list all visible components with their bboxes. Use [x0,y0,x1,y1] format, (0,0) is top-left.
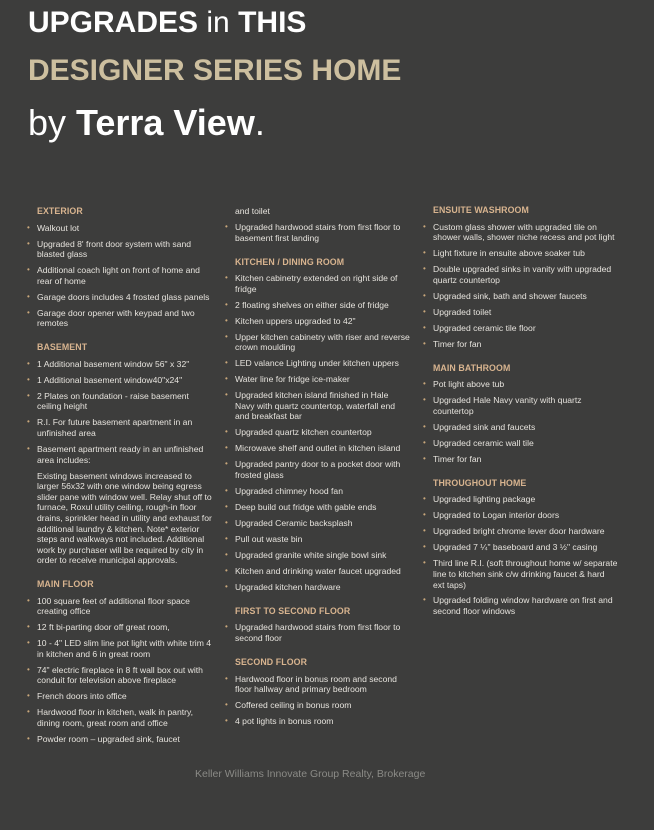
list-item: • Upgraded ceramic wall tile [422,438,618,449]
list-item: • Upgraded 8' front door system with sand blasted glass [26,239,212,260]
list-item: • 100 square feet of additional floor space creating office [26,596,212,617]
list-second-floor [224,674,410,727]
list-item: • French doors into office [26,691,212,702]
list-item: • Kitchen and drinking water faucet upgraded [224,566,410,577]
list-item: • Upgraded hardwood stairs from first floor to basement first landing [224,222,410,243]
section-heading-ensuite: ENSUITE WASHROOM [433,205,529,215]
list-item: • Upgraded 7 ¼" baseboard and 3 ½" casing [422,542,618,553]
section-heading-first-to-second: FIRST TO SECOND FLOOR [235,605,351,616]
list-top-items [224,222,410,243]
list-item: • Walkout lot [26,223,212,234]
brokerage-watermark: Keller Williams Innovate Group Realty, Brokerage [195,768,426,780]
title-period: . [254,102,265,143]
list-item: • Third line R.I. (soft throughout home w/ separate line to kitchen sink c/w drinking faucet & hard ext taps) [422,558,618,590]
list-item: • 10 - 4" LED slim line pot light with white trim 4 in kitchen and 6 in great room [26,638,212,659]
list-item: • Garage doors includes 4 frosted glass panels [26,292,212,303]
list-item: • 4 pot lights in bonus room [224,716,410,727]
list-item: • Basement apartment ready in an unfinished area includes: [26,444,212,465]
list-item: • Upgraded hardwood stairs from first floor to second floor [224,622,410,643]
list-main-floor [26,596,212,745]
title-upgrades: UPGRADES [28,6,199,39]
section-heading-main-bathroom: MAIN BATHROOM [433,362,511,373]
list-basement [26,359,212,465]
title-in: in [206,6,230,39]
list-exterior [26,223,212,329]
list-item: • Upgraded granite white single bowl sink [224,550,410,561]
list-item: • 2 Plates on foundation - raise basement ceiling height [26,391,212,412]
title-line-3 [28,102,265,144]
list-item: • Hardwood floor in bonus room and second floor hallway and primary bedroom [224,674,410,695]
list-item: • Additional coach light on front of home and rear of home [26,265,212,286]
continuation-text: and toilet [235,206,270,216]
list-first-to-second [224,622,410,643]
list-item: • Double upgraded sinks in vanity with upgraded quartz countertop [422,264,618,285]
list-item: • 1 Additional basement window40"x24" [26,375,212,386]
column-3 [422,205,618,622]
list-item: • Hardwood floor in kitchen, walk in pantry, dining room, great room and office [26,707,212,728]
list-item: • Microwave shelf and outlet in kitchen island [224,443,410,454]
section-heading-basement: BASEMENT [37,342,88,353]
list-item: • Upgraded Hale Navy vanity with quartz countertop [422,395,618,416]
section-heading-exterior: EXTERIOR [37,206,83,216]
list-item: • Upgraded bright chrome lever door hardware [422,526,618,537]
list-item: • Upgraded chimney hood fan [224,486,410,497]
section-heading-kitchen: KITCHEN / DINING ROOM [235,256,345,267]
list-item: • Custom glass shower with upgraded tile on shower walls, shower niche recess and pot light [422,222,618,243]
list-item: • Water line for fridge ice-maker [224,374,410,385]
list-item: • Timer for fan [422,339,618,350]
title-line-1 [28,6,306,40]
title-this: THIS [238,6,307,39]
list-item: • Upgraded folding window hardware on first and second floor windows [422,595,618,616]
list-item: • 12 ft bi-parting door off great room, [26,622,212,633]
list-item: • Upgraded to Logan interior doors [422,510,618,521]
list-item: • Upgraded lighting package [422,494,618,505]
section-heading-throughout: THROUGHOUT HOME [433,477,527,488]
column-1 [26,206,212,750]
list-item: • LED valance Lighting under kitchen uppers [224,358,410,369]
column-2 [224,206,410,732]
list-item: • Garage door opener with keypad and two remotes [26,308,212,329]
list-item: • Timer for fan [422,454,618,465]
list-item: • Upgraded quartz kitchen countertop [224,427,410,438]
list-item: • Upgraded pantry door to a pocket door with frosted glass [224,459,410,480]
list-item: • Upgraded kitchen island finished in Hale Navy with quartz countertop, waterfall end and breakfast bar [224,390,410,422]
list-item: • Upgraded ceramic tile floor [422,323,618,334]
section-heading-main-floor: MAIN FLOOR [37,578,94,589]
title-line-2: DESIGNER SERIES HOME [28,54,402,87]
list-item: • Upgraded Ceramic backsplash [224,518,410,529]
list-item: • 1 Additional basement window 56" x 32" [26,359,212,370]
list-item: • Pot light above tub [422,379,618,390]
list-item: • Powder room – upgraded sink, faucet [26,734,212,745]
list-item: • Coffered ceiling in bonus room [224,700,410,711]
list-item: • Light fixture in ensuite above soaker tub [422,248,618,259]
list-item: • 74" electric fireplace in 8 ft wall box out with conduit for television above fireplace [26,665,212,686]
title-by: by [28,102,67,143]
title-builder-name: Terra View [76,102,255,143]
list-item: • Deep build out fridge with gable ends [224,502,410,513]
list-ensuite [422,222,618,350]
list-throughout [422,494,618,616]
list-item: • 2 floating shelves on either side of fridge [224,300,410,311]
list-item: • Upgraded sink and faucets [422,422,618,433]
list-item: • Upgraded kitchen hardware [224,582,410,593]
basement-paragraph: Existing basement windows increased to larger 56x32 with one window being egress slider pane with window well. Relay shut off to furnace, Roxul utility ceiling, rough-in floor drains, sprinkler head in utility and exhaust for additional laundry & kitchen. Note* exterior steps and walkways not included. Additional work by purchaser will be required by city in order to receive municipal approvals. [37,470,212,566]
list-item: • Upgraded sink, bath and shower faucets [422,291,618,302]
list-item: • Upgraded toilet [422,307,618,318]
list-kitchen [224,273,410,592]
list-item: • Pull out waste bin [224,534,410,545]
list-item: • Kitchen uppers upgraded to 42" [224,316,410,327]
list-main-bathroom [422,379,618,464]
list-item: • R.I. For future basement apartment in an unfinished area [26,417,212,438]
section-heading-second-floor: SECOND FLOOR [235,657,308,668]
list-item: • Upper kitchen cabinetry with riser and reverse crown moulding [224,332,410,353]
list-item: • Kitchen cabinetry extended on right side of fridge [224,273,410,294]
